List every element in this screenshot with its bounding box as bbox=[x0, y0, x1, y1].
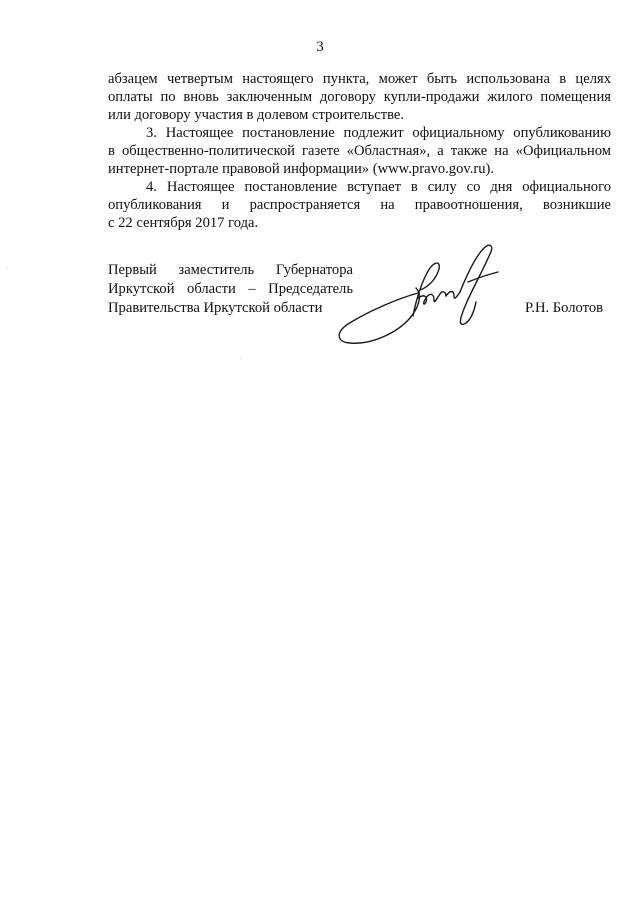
scan-speck bbox=[240, 358, 241, 359]
text-line: в общественно-политической газете «Областная», а также на «Официальном bbox=[108, 143, 611, 159]
text-line: или договору участия в долевом строительстве. bbox=[108, 107, 405, 123]
scan-speck bbox=[6, 268, 7, 269]
signer-name: Р.Н. Болотов bbox=[525, 300, 604, 316]
position-line: Правительства Иркутской области bbox=[108, 300, 323, 316]
paragraph-item-4 bbox=[108, 178, 611, 232]
signatory-position bbox=[108, 261, 353, 318]
paragraph-item-3 bbox=[108, 124, 611, 178]
text-line: абзацем четвертым настоящего пункта, может быть использована в целях bbox=[108, 71, 611, 87]
text-line: 3. Настоящее постановление подлежит официальному опубликованию bbox=[146, 125, 611, 141]
position-line: Первый заместитель Губернатора bbox=[108, 262, 353, 278]
text-line: опубликования и распространяется на правоотношения, возникшие bbox=[108, 197, 611, 213]
document-body bbox=[108, 70, 611, 232]
handwritten-signature bbox=[330, 238, 505, 353]
text-line: 4. Настоящее постановление вступает в силу со дня официального bbox=[146, 179, 611, 195]
text-line: интернет-портале правовой информации» (www.pravo.gov.ru). bbox=[108, 161, 495, 177]
paragraph-continuation bbox=[108, 70, 611, 124]
text-line: оплаты по вновь заключенным договору купли-продажи жилого помещения bbox=[108, 89, 611, 105]
position-line: Иркутской области – Председатель bbox=[108, 281, 353, 297]
page-number: 3 bbox=[316, 39, 324, 55]
text-line: с 22 сентября 2017 года. bbox=[108, 215, 259, 231]
